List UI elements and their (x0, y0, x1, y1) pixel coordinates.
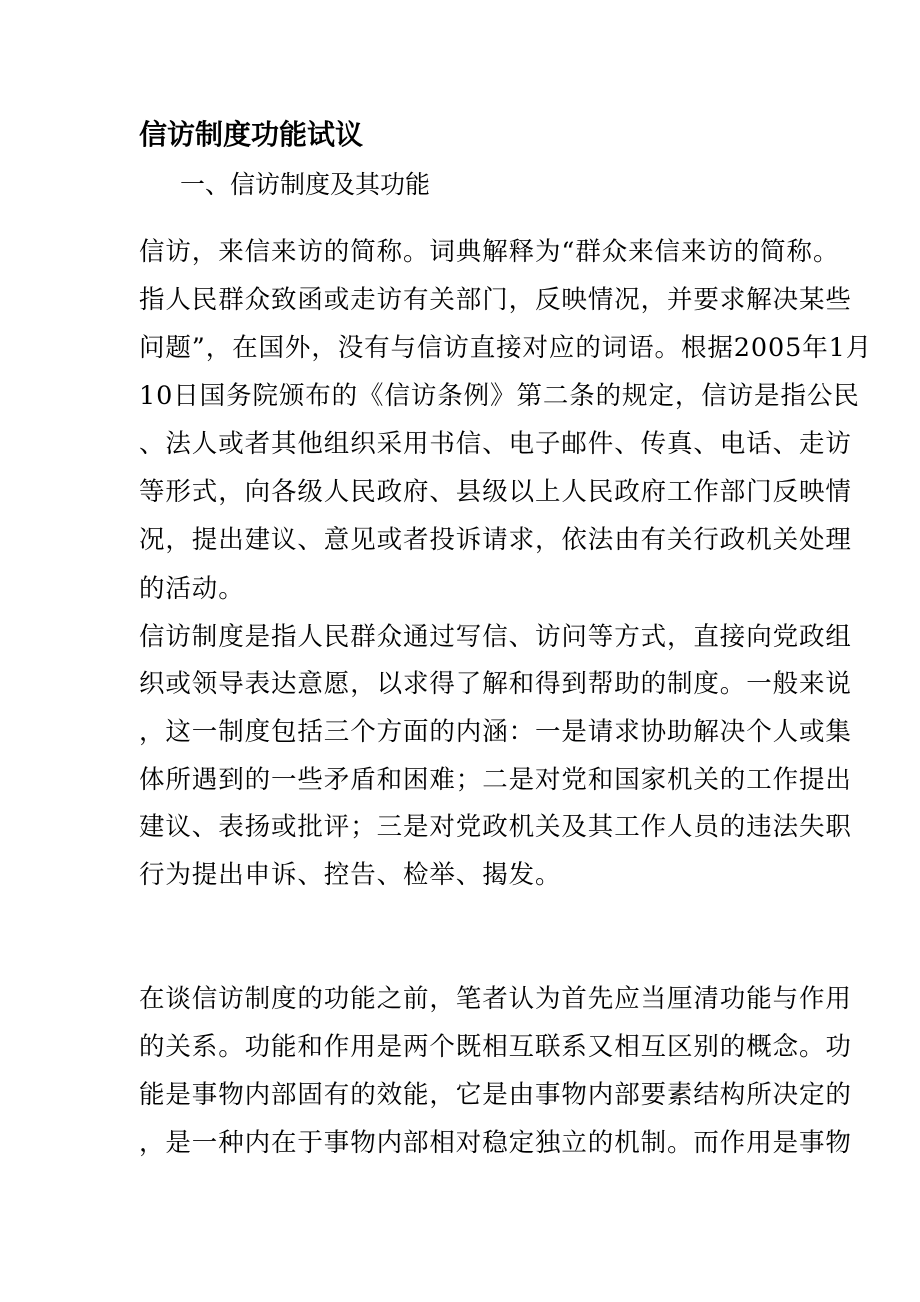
text-line: 信访，来信来访的简称。词典解释为“群众来信来访的简称。 (139, 237, 840, 267)
document-title: 信访制度功能试议 (139, 118, 364, 151)
text-line: 、法人或者其他组织采用书信、电子邮件、传真、电话、走访 (139, 429, 852, 459)
text-line: ，是一种内在于事物内部相对稳定独立的机制。而作用是事物 (139, 1128, 852, 1158)
text-line: 行为提出申诉、控告、检举、揭发。 (139, 860, 562, 890)
text-line: 的活动。 (139, 574, 245, 604)
text-line: 信访制度是指人民群众通过写信、访问等方式，直接向党政组 (139, 622, 852, 652)
text-line: 体所遇到的一些矛盾和困难；二是对党和国家机关的工作提出 (139, 765, 852, 795)
text-line: 问题”，在国外，没有与信访直接对应的词语。根据2005年1月 (139, 333, 873, 363)
section-heading: 一、信访制度及其功能 (180, 170, 431, 199)
text-line: 建议、表扬或批评；三是对党政机关及其工作人员的违法失职 (139, 812, 852, 842)
text-line: 织或领导表达意愿，以求得了解和得到帮助的制度。一般来说 (139, 669, 852, 699)
text-line: 的关系。功能和作用是两个既相互联系又相互区别的概念。功 (139, 1032, 852, 1062)
text-line: 况，提出建议、意见或者投诉请求，依法由有关行政机关处理 (139, 525, 852, 555)
text-line: ，这一制度包括三个方面的内涵：一是请求协助解决个人或集 (139, 717, 852, 747)
text-line: 等形式，向各级人民政府、县级以上人民政府工作部门反映情 (139, 477, 852, 507)
text-line: 在谈信访制度的功能之前，笔者认为首先应当厘清功能与作用 (139, 984, 852, 1014)
text-line: 10日国务院颁布的《信访条例》第二条的规定，信访是指公民 (139, 381, 860, 411)
text-line: 指人民群众致函或走访有关部门，反映情况，并要求解决某些 (139, 285, 852, 315)
text-line: 能是事物内部固有的效能，它是由事物内部要素结构所决定的 (139, 1080, 852, 1110)
